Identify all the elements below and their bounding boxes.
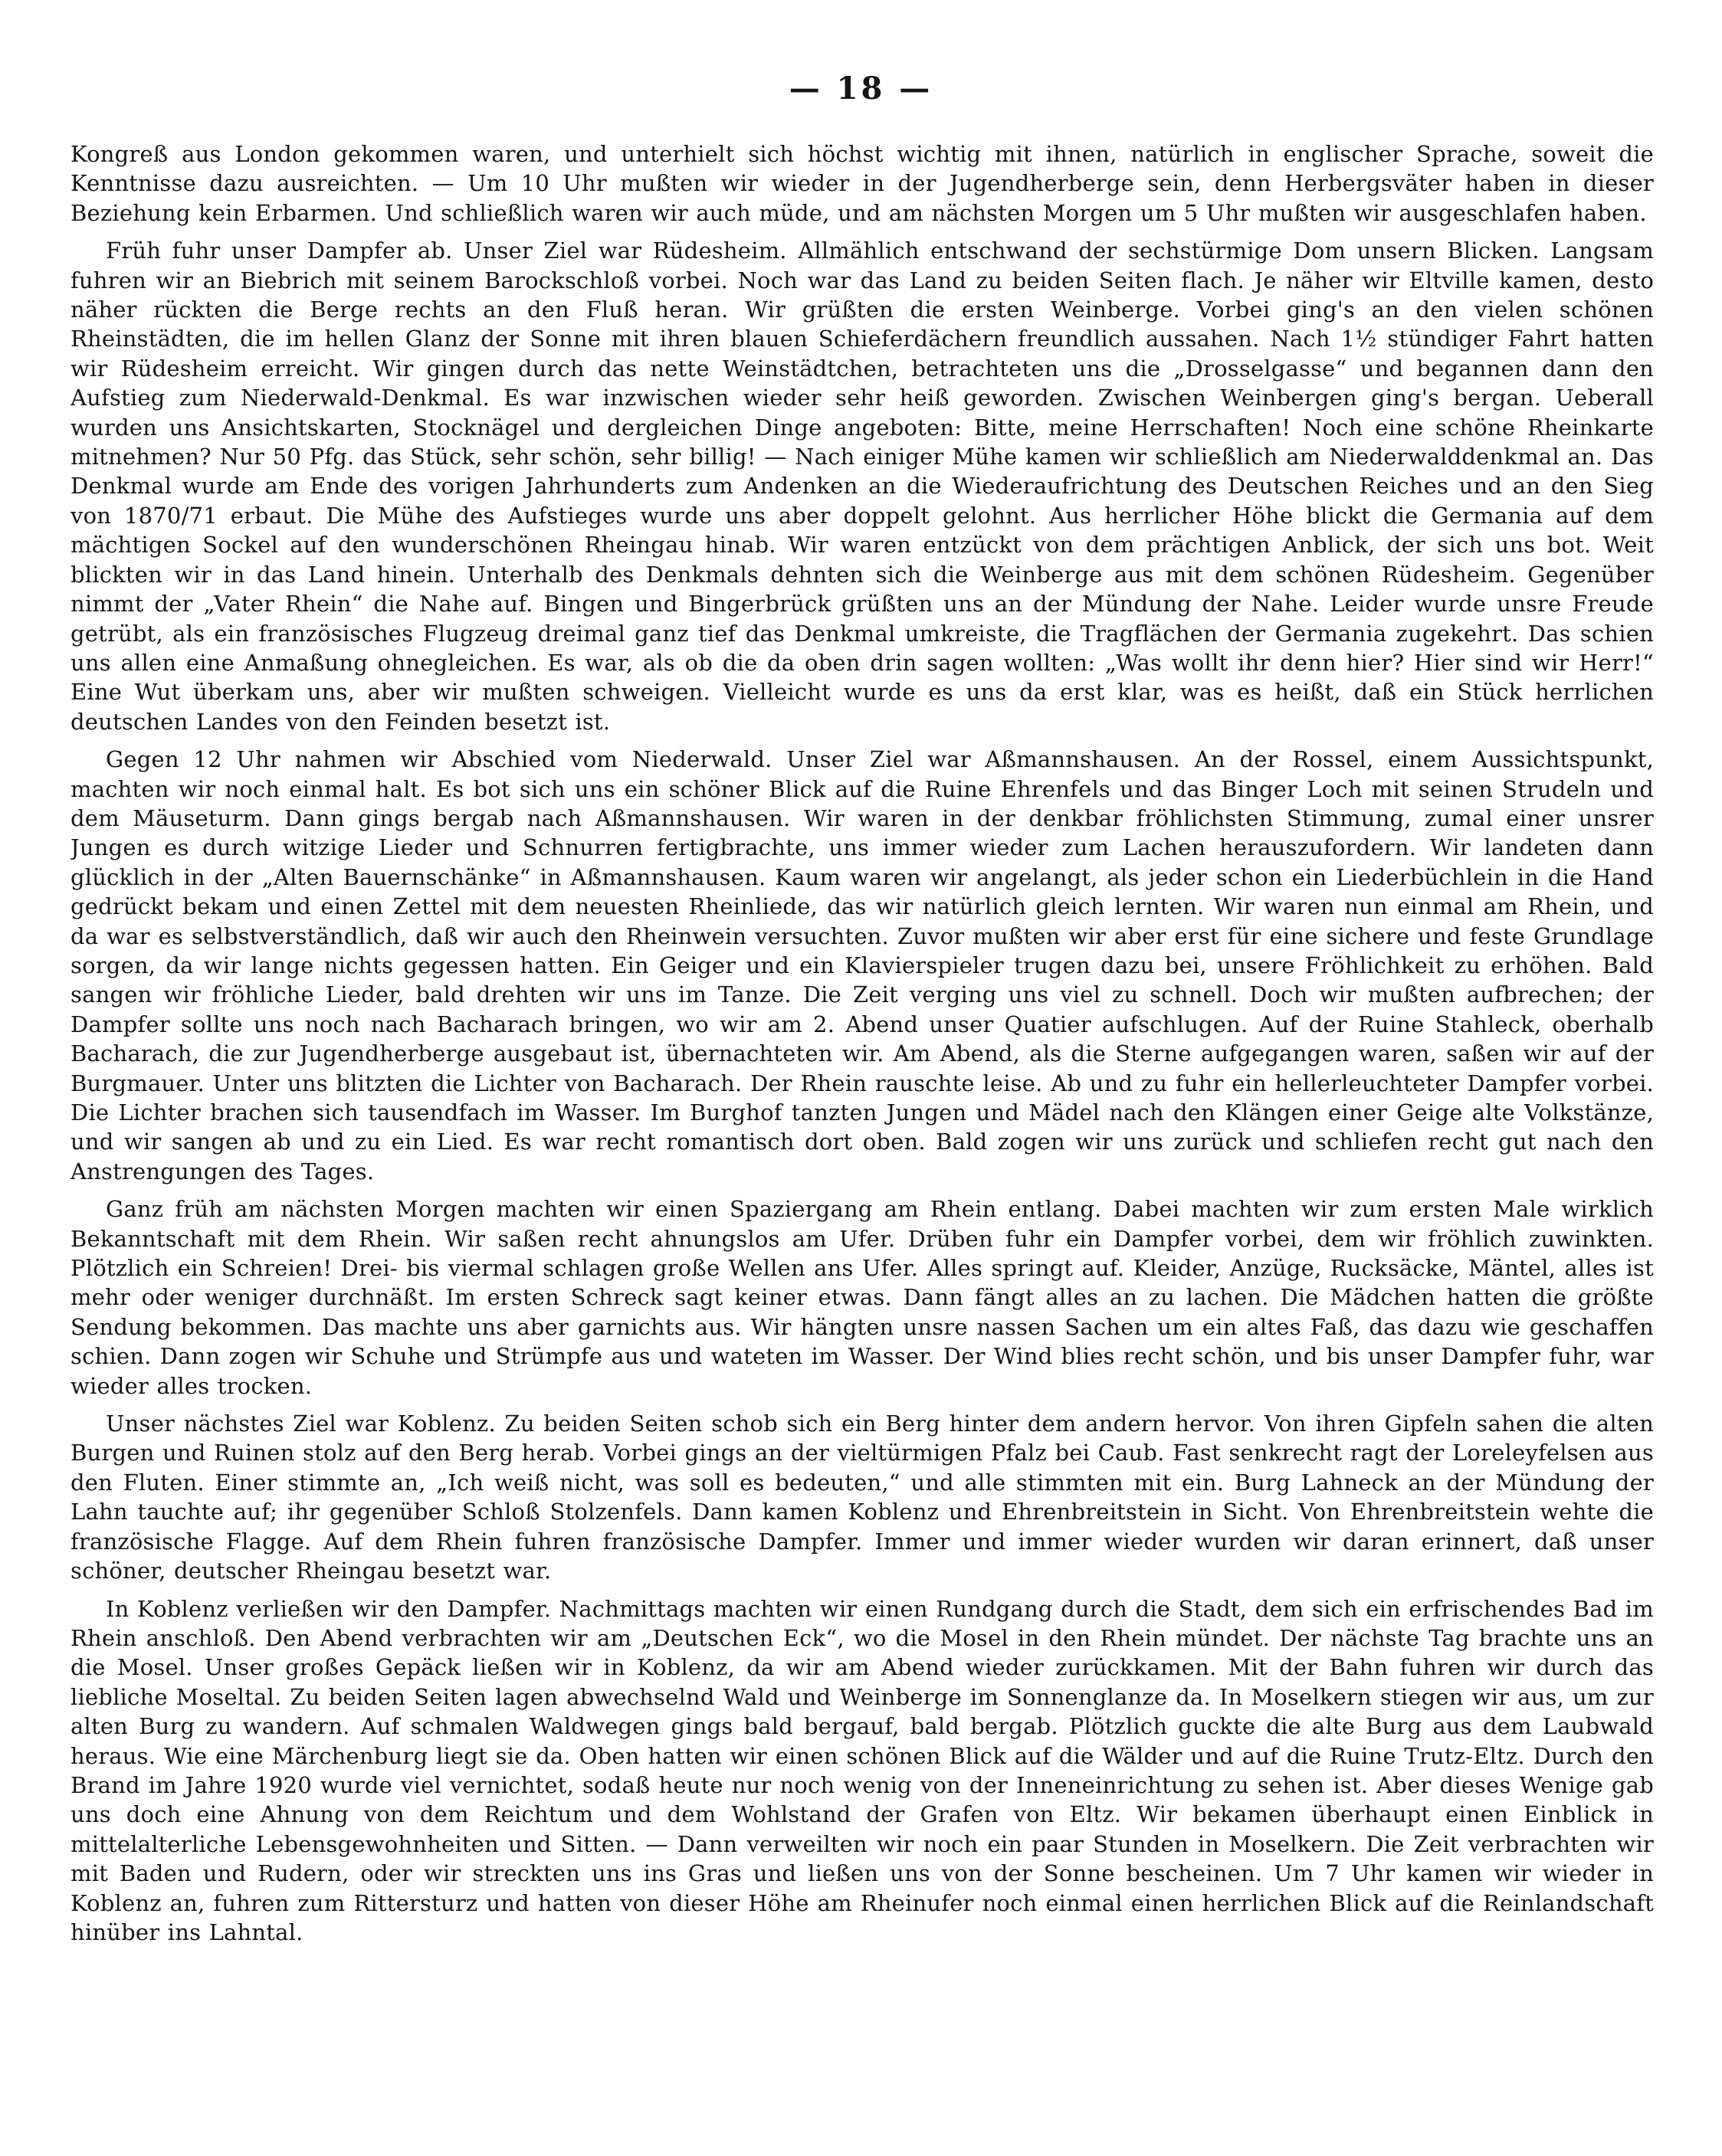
- paragraph-6: In Koblenz verließen wir den Dampfer. Nachmittags machten wir einen Rundgang durch die Stadt, dem sich ein erfrischendes Bad im Rhein anschloß. Den Abend verbrachten wir am „Deutschen Eck“, wo die Mosel in den Rhein mündet. Der nächste Tag brachte uns an die Mosel. Unser großes Gepäck ließen wir in Koblenz, da wir am Abend wieder zurückkamen. Mit der Bahn fuhren wir durch das liebliche Moseltal. Zu beiden Seiten lagen abwechselnd Wald und Weinberge im Sonnenglanze da. In Moselkern stiegen wir aus, um zur alten Burg zu wandern. Auf schmalen Waldwegen gings bald bergauf, bald bergab. Plötzlich guckte die alte Burg aus dem Laubwald heraus. Wie eine Märchenburg liegt sie da. Oben hatten wir einen schönen Blick auf die Wälder und auf die Ruine Trutz-Eltz. Durch den Brand im Jahre 1920 wurde viel vernichtet, sodaß heute nur noch wenig von der Inneneinrichtung zu sehen ist. Aber dieses Wenige gab uns doch eine Ahnung von dem Reichtum und dem Wohlstand der Grafen von Eltz. Wir bekamen überhaupt einen Einblick in mittelalterliche Lebensgewohnheiten und Sitten. — Dann verweilten wir noch ein paar Stunden in Moselkern. Die Zeit verbrachten wir mit Baden und Rudern, oder wir streckten uns ins Gras und ließen uns von der Sonne bescheinen. Um 7 Uhr kamen wir wieder in Koblenz an, fuhren zum Rittersturz und hatten von dieser Höhe am Rheinufer noch einmal einen herrlichen Blick auf die Reinlandschaft hinüber ins Lahntal.: [71, 1595, 1654, 1945]
- paragraph-5: Unser nächstes Ziel war Koblenz. Zu beiden Seiten schob sich ein Berg hinter dem andern hervor. Von ihren Gipfeln sahen die alten Burgen und Ruinen stolz auf den Berg herab. Vorbei gings an der vieltürmigen Pfalz bei Caub. Fast senkrecht ragt der Loreleyfelsen aus den Fluten. Einer stimmte an, „Ich weiß nicht, was soll es bedeuten,“ und alle stimmten mit ein. Burg Lahneck an der Mündung der Lahn tauchte auf; ihr gegenüber Schloß Stolzenfels. Dann kamen Koblenz und Ehrenbreitstein in Sicht. Von Ehrenbreitstein wehte die französische Flagge. Auf dem Rhein fuhren französische Dampfer. Immer und immer wieder wurden wir daran erinnert, daß unser schöner, deutscher Rheingau besetzt war.: [71, 1411, 1654, 1584]
- body-text: [71, 139, 1654, 2017]
- paragraph-2: Früh fuhr unser Dampfer ab. Unser Ziel war Rüdesheim. Allmählich entschwand der sechstürmige Dom unsern Blicken. Langsam fuhren wir an Biebrich mit seinem Barockschloß vorbei. Noch war das Land zu beiden Seiten flach. Je näher wir Eltville kamen, desto näher rückten die Berge rechts an den Fluß heran. Wir grüßten die ersten Weinberge. Vorbei ging's an den vielen schönen Rheinstädten, die im hellen Glanz der Sonne mit ihren blauen Schieferdächern freundlich aussahen. Nach 1½ stündiger Fahrt hatten wir Rüdesheim erreicht. Wir gingen durch das nette Weinstädtchen, betrachteten uns die „Drosselgasse“ und begannen dann den Aufstieg zum Niederwald-Denkmal. Es war inzwischen wieder sehr heiß geworden. Zwischen Weinbergen ging's bergan. Ueberall wurden uns Ansichtskarten, Stocknägel und dergleichen Dinge angeboten: Bitte, meine Herrschaften! Noch eine schöne Rheinkarte mitnehmen? Nur 50 Pfg. das Stück, sehr schön, sehr billig! — Nach einiger Mühe kamen wir schließlich am Niederwalddenkmal an. Das Denkmal wurde am Ende des vorigen Jahrhunderts zum Andenken an die Wiederaufrichtung des Deutschen Reiches und an den Sieg von 1870/71 erbaut. Die Mühe des Aufstieges wurde uns aber doppelt gelohnt. Aus herrlicher Höhe blickt die Germania auf dem mächtigen Sockel auf den wunderschönen Rheingau hinab. Wir waren entzückt von dem prächtigen Anblick, der sich uns bot. Weit blickten wir in das Land hinein. Unterhalb des Denkmals dehnten sich die Weinberge aus mit dem schönen Rüdesheim. Gegenüber nimmt der „Vater Rhein“ die Nahe auf. Bingen und Bingerbrück grüßten uns an der Mündung der Nahe. Leider wurde unsre Freude getrübt, als ein französisches Flugzeug dreimal ganz tief das Denkmal umkreiste, die Tragflächen der Germania zugekehrt. Das schien uns allen eine Anmaßung ohnegleichen. Es war, als ob die da oben drin sagen wollten: „Was wollt ihr denn hier? Hier sind wir Herr!“ Eine Wut überkam uns, aber wir mußten schweigen. Vielleicht wurde es uns da erst klar, was es heißt, daß ein Stück herrlichen deutschen Landes von den Feinden besetzt ist.: [71, 238, 1654, 735]
- paragraph-1: Kongreß aus London gekommen waren, und unterhielt sich höchst wichtig mit ihnen, natürlich in englischer Sprache, soweit die Kenntnisse dazu ausreichten. — Um 10 Uhr mußten wir wieder in der Jugendherberge sein, denn Herbergsväter haben in dieser Beziehung kein Erbarmen. Und schließlich waren wir auch müde, und am nächsten Morgen um 5 Uhr mußten wir ausgeschlafen haben.: [71, 141, 1654, 226]
- paragraph-3: Gegen 12 Uhr nahmen wir Abschied vom Niederwald. Unser Ziel war Aßmannshausen. An der Rossel, einem Aussichtspunkt, machten wir noch einmal halt. Es bot sich uns ein schöner Blick auf die Ruine Ehrenfels und das Binger Loch mit seinen Strudeln und dem Mäuseturm. Dann gings bergab nach Aßmannshausen. Wir waren in der denkbar fröhlichsten Stimmung, zumal einer unsrer Jungen es durch witzige Lieder und Schnurren fertigbrachte, uns immer wieder zum Lachen herauszufordern. Wir landeten dann glücklich in der „Alten Bauernschänke“ in Aßmannshausen. Kaum waren wir angelangt, als jeder schon ein Liederbüchlein in die Hand gedrückt bekam und einen Zettel mit dem neuesten Rheinliede, das wir natürlich gleich lernten. Wir waren nun einmal am Rhein, und da war es selbstverständlich, daß wir auch den Rheinwein versuchten. Zuvor mußten wir aber erst für eine sichere und feste Grundlage sorgen, da wir lange nichts gegessen hatten. Ein Geiger und ein Klavierspieler trugen dazu bei, unsere Fröhlichkeit zu erhöhen. Bald sangen wir fröhliche Lieder, bald drehten wir uns im Tanze. Die Zeit verging uns viel zu schnell. Doch wir mußten aufbrechen; der Dampfer sollte uns noch nach Bacharach bringen, wo wir am 2. Abend unser Quatier aufschlugen. Auf der Ruine Stahleck, oberhalb Bacharach, die zur Jugendherberge ausgebaut ist, übernachteten wir. Am Abend, als die Sterne aufgegangen waren, saßen wir auf der Burgmauer. Unter uns blitzten die Lichter von Bacharach. Der Rhein rauschte leise. Ab und zu fuhr ein hellerleuchteter Dampfer vorbei. Die Lichter brachen sich tausendfach im Wasser. Im Burghof tanzten Jungen und Mädel nach den Klängen einer Geige alte Volkstänze, und wir sangen ab und zu ein Lied. Es war recht romantisch dort oben. Bald zogen wir uns zurück und schliefen recht gut nach den Anstrengungen des Tages.: [71, 746, 1654, 1184]
- page-number: — 18 —: [789, 70, 933, 106]
- paragraph-4: Ganz früh am nächsten Morgen machten wir einen Spaziergang am Rhein entlang. Dabei machten wir zum ersten Male wirklich Bekanntschaft mit dem Rhein. Wir saßen recht ahnungslos am Ufer. Drüben fuhr ein Dampfer vorbei, dem wir fröhlich zuwinkten. Plötzlich ein Schreien! Drei- bis viermal schlagen große Wellen ans Ufer. Alles springt auf. Kleider, Anzüge, Rucksäcke, Mäntel, alles ist mehr oder weniger durchnäßt. Im ersten Schreck sagt keiner etwas. Dann fängt alles an zu lachen. Die Mädchen hatten die größte Sendung bekommen. Das machte uns aber garnichts aus. Wir hängten unsre nassen Sachen um ein altes Faß, das dazu wie geschaffen schien. Dann zogen wir Schuhe und Strümpfe aus und wateten im Wasser. Der Wind blies recht schön, und bis unser Dampfer fuhr, war wieder alles trocken.: [71, 1196, 1654, 1399]
